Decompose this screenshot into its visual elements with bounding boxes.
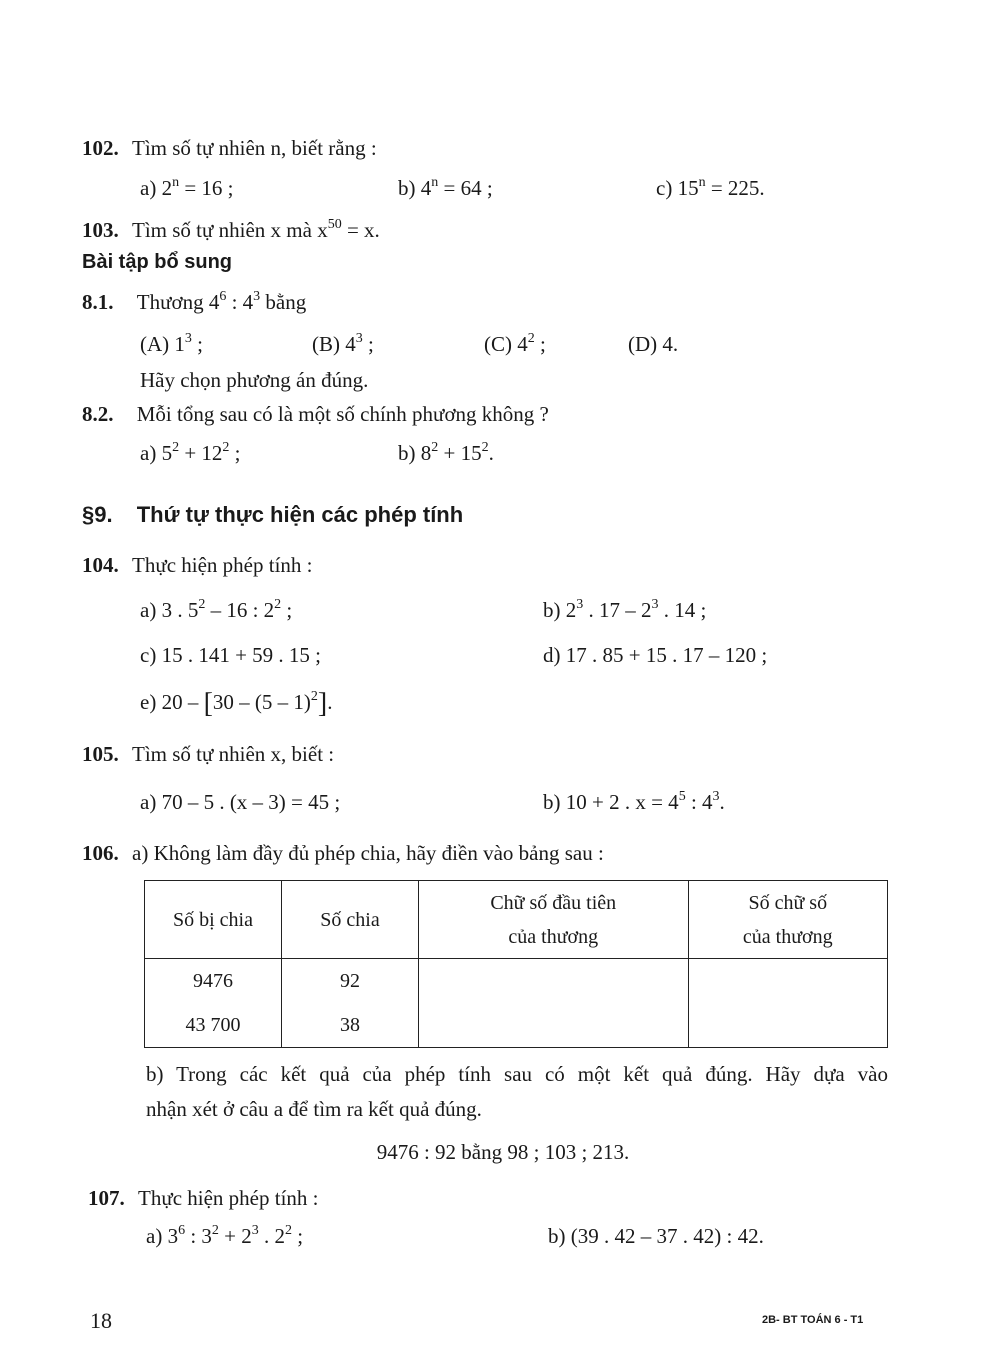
problem-number: 104. (82, 553, 119, 577)
table-cell (688, 1003, 887, 1048)
table-header (688, 881, 887, 959)
problem-text: Thực hiện phép tính : (132, 553, 313, 577)
problem-106-b-options (0, 1140, 1006, 1165)
exponent: 2 (481, 440, 489, 455)
problem-106-b-line1: b) Trong các kết quả của phép tính sau có một kết quả đúng. Hãy dựa vào (146, 1062, 888, 1086)
expr: ; (281, 598, 293, 622)
problem-103 (82, 218, 380, 243)
problem-number: 8.1. (82, 290, 114, 314)
problem-number: 103. (82, 218, 119, 242)
problem-105-b (543, 790, 725, 815)
table-cell (419, 959, 689, 1004)
problem-104-e (140, 688, 332, 720)
instruction: Hãy chọn phương án đúng. (140, 368, 369, 392)
expr: e) 20 – (140, 690, 204, 714)
expr: b) 4 (398, 176, 432, 200)
choice-a (140, 332, 203, 357)
header-line: Chữ số đầu tiên (490, 891, 617, 914)
header-line: của thương (742, 925, 833, 948)
table-row (145, 1003, 888, 1048)
expr: . (488, 441, 494, 465)
exponent: 3 (651, 597, 659, 612)
expr: ; (292, 1224, 304, 1248)
book-code: 2B- BT TOÁN 6 - T1 (762, 1314, 864, 1326)
exponent: 3 (251, 1223, 259, 1238)
exponent: 2 (527, 331, 535, 346)
problem-number: 102. (82, 136, 119, 160)
division-table (144, 880, 888, 1048)
problem-107-b: b) (39 . 42 – 37 . 42) : 42. (548, 1224, 764, 1248)
expr: = 16 ; (179, 176, 234, 200)
expr: 30 – (5 – 1) (212, 690, 311, 714)
problem-102-b (398, 176, 493, 201)
table-header (282, 881, 419, 959)
problem-text: Mỗi tổng sau có là một số chính phương không ? (136, 402, 549, 426)
table-header-row (145, 881, 888, 959)
choice-text: (A) 1 (140, 332, 185, 356)
expr: . 2 (258, 1224, 286, 1248)
expr: . (327, 690, 333, 714)
exponent: 2 (222, 440, 230, 455)
exponent: 3 (576, 597, 584, 612)
problem-102-c (656, 176, 765, 201)
problem-text: bằng (260, 290, 307, 314)
choice-d: (D) 4. (628, 332, 679, 356)
table-cell: 43 700 (145, 1003, 282, 1048)
problem-106-b-line2: nhận xét ở câu a để tìm ra kết quả đúng. (146, 1097, 482, 1121)
section-title: Thứ tự thực hiện các phép tính (136, 502, 464, 527)
problem-105 (82, 742, 334, 767)
header-line: Số chia (320, 908, 380, 931)
exponent: n (431, 175, 439, 190)
expr: a) 3 . 5 (140, 598, 199, 622)
header-line: Số bị chia (173, 908, 253, 931)
expr: . 14 ; (658, 598, 707, 622)
expr: : 4 (685, 790, 713, 814)
expr: c) 15 (656, 176, 699, 200)
exponent: n (172, 175, 180, 190)
expr: . 17 – 2 (583, 598, 652, 622)
problem-text: Tìm số tự nhiên x mà x (132, 218, 328, 242)
problem-102-a (140, 176, 234, 201)
expr: a) 5 (140, 441, 173, 465)
choice-text: ; (362, 332, 374, 356)
problem-text: Tìm số tự nhiên x, biết : (132, 742, 335, 766)
table-cell: 38 (282, 1003, 419, 1048)
expr: b) 8 (398, 441, 432, 465)
problem-8-2-a (140, 441, 241, 466)
problem-107 (88, 1186, 319, 1211)
problem-102 (82, 136, 377, 161)
bracket: ] (317, 688, 328, 719)
exponent: 5 (678, 789, 686, 804)
choice-text: (B) 4 (312, 332, 356, 356)
exponent: 6 (219, 289, 227, 304)
section-heading (82, 502, 463, 528)
expr: – 16 : 2 (205, 598, 275, 622)
expr: a) 2 (140, 176, 173, 200)
problem-8-1 (82, 290, 306, 315)
problem-text: : 4 (226, 290, 254, 314)
problem-8-2 (82, 402, 549, 427)
exponent: 2 (285, 1223, 293, 1238)
exponent: 3 (184, 331, 192, 346)
choice-text: (C) 4 (484, 332, 528, 356)
header-line: Số chữ số (748, 891, 828, 914)
section-number: §9. (82, 502, 113, 527)
problem-number: 106. (82, 841, 119, 865)
exponent: 3 (712, 789, 720, 804)
problem-text: a) Không làm đầy đủ phép chia, hãy điền vào bảng sau : (132, 841, 604, 865)
expr: b) 10 + 2 . x = 4 (543, 790, 679, 814)
expr: a) 3 (146, 1224, 179, 1248)
problem-number: 8.2. (82, 402, 114, 426)
choice-text: ; (534, 332, 546, 356)
table-cell: 92 (282, 959, 419, 1004)
problem-8-2-b (398, 441, 494, 466)
problem-104-b (543, 598, 706, 623)
problem-number: 107. (88, 1186, 125, 1210)
table-header (145, 881, 282, 959)
bracket: [ (203, 688, 213, 719)
table-cell: 9476 (145, 959, 282, 1004)
problem-text: Thương 4 (136, 290, 220, 314)
header-line: của thương (508, 925, 599, 948)
problem-text: = x. (341, 218, 380, 242)
expr: . (719, 790, 725, 814)
problem-104 (82, 553, 313, 578)
expr: + 15 (438, 441, 482, 465)
exponent: 2 (211, 1223, 219, 1238)
exponent: 2 (274, 597, 282, 612)
problem-105-a: a) 70 – 5 . (x – 3) = 45 ; (140, 790, 341, 814)
problem-text: Tìm số tự nhiên n, biết rằng : (132, 136, 377, 160)
expr: : 3 (185, 1224, 212, 1248)
exponent: 2 (198, 597, 206, 612)
exponent: 2 (172, 440, 180, 455)
expr: = 225. (705, 176, 765, 200)
expr: ; (229, 441, 241, 465)
exponent: 2 (431, 440, 439, 455)
problem-text: Thực hiện phép tính : (138, 1186, 319, 1210)
expr: + 12 (179, 441, 223, 465)
exponent: 50 (327, 217, 342, 232)
table-cell (688, 959, 887, 1004)
expr: = 64 ; (438, 176, 493, 200)
exponent: 3 (355, 331, 363, 346)
expr: b) 2 (543, 598, 577, 622)
problem-106 (82, 841, 604, 866)
problem-number: 105. (82, 742, 119, 766)
problem-107-a (146, 1224, 303, 1249)
options-text: 9476 : 92 bằng 98 ; 103 ; 213. (376, 1140, 630, 1164)
problem-104-a (140, 598, 292, 623)
expr: + 2 (218, 1224, 252, 1248)
table-row (145, 959, 888, 1004)
table-cell (419, 1003, 689, 1048)
supplement-heading: Bài tập bổ sung (82, 251, 232, 273)
table-header (419, 881, 689, 959)
problem-104-d: d) 17 . 85 + 15 . 17 – 120 ; (543, 643, 768, 667)
choice-b (312, 332, 374, 357)
problem-104-c: c) 15 . 141 + 59 . 15 ; (140, 643, 321, 667)
choice-text: ; (191, 332, 203, 356)
page-number: 18 (90, 1308, 112, 1333)
exponent: 6 (178, 1223, 186, 1238)
choice-c (484, 332, 546, 357)
exponent: n (698, 175, 706, 190)
exponent: 3 (253, 289, 261, 304)
exponent: 2 (310, 689, 318, 704)
